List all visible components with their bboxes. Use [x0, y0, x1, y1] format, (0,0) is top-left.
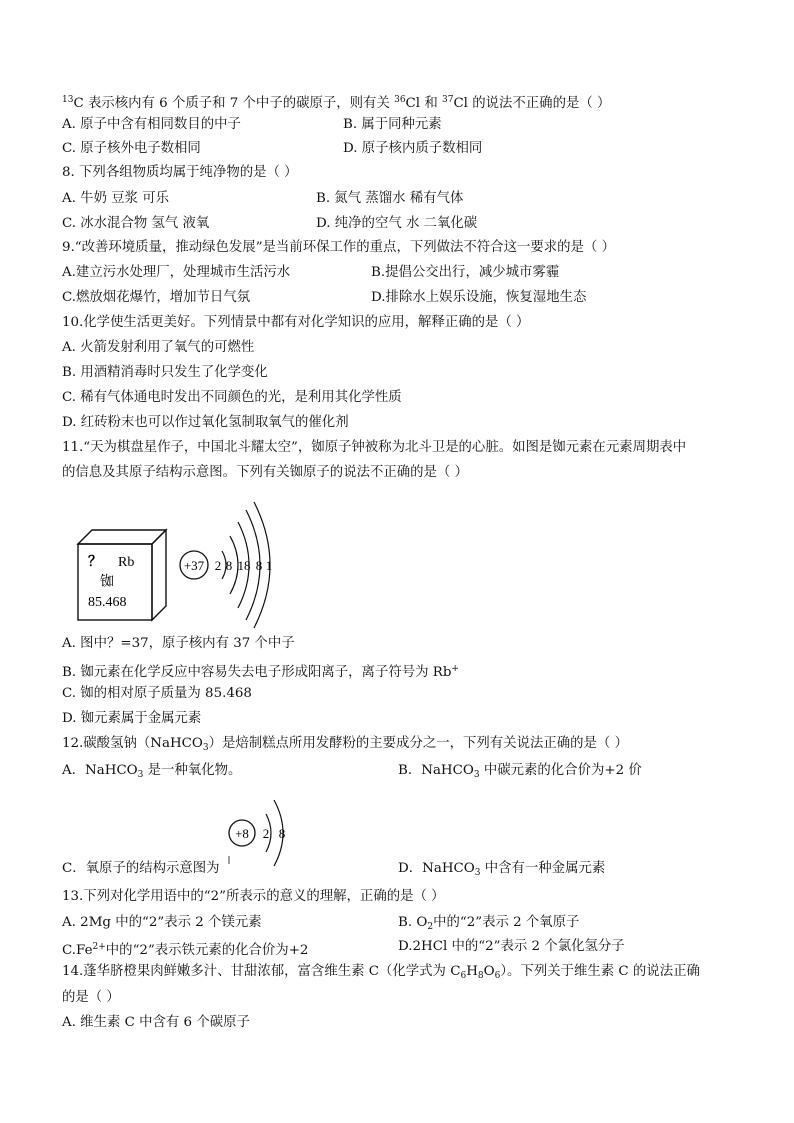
q10-option-d: D. 红砖粉末也可以作过氧化氢制取氧气的催化剂	[62, 415, 349, 430]
q11-option-a: A. 图中？=37，原子核内有 37 个中子	[62, 636, 295, 651]
q7-option-d: D. 原子核内质子数相同	[343, 141, 483, 156]
oxygen-shell-1-electrons: 2	[262, 826, 270, 841]
shell-3-electrons: 18	[237, 558, 251, 573]
q11-option-c: C. 铷的相对原子质量为 85.468	[62, 686, 252, 701]
q8-option-c: C. 冰水混合物 氢气 液氧	[62, 216, 210, 231]
element-atomic-mass: 85.468	[88, 595, 127, 610]
q10-option-b: B. 用酒精消毒时只发生了化学变化	[62, 365, 268, 380]
q13-option-c	[62, 937, 308, 961]
rubidium-element-cell	[74, 522, 174, 622]
shell-4-electrons: 8	[255, 558, 263, 573]
q14-stem-h: H	[466, 964, 478, 979]
isotope-mass-13: 13	[62, 95, 74, 105]
q12-stem	[62, 734, 628, 758]
q14-stem-line1	[62, 962, 700, 986]
q8-option-a: A. 牛奶 豆浆 可乐	[62, 191, 170, 206]
q7-option-c: C. 原子核外电子数相同	[62, 141, 201, 156]
q13-c-superscript: 2+	[92, 942, 106, 952]
q12-option-a	[62, 761, 241, 785]
q10-option-c: C. 稀有气体通电时发出不同颜色的光，是利用其化学性质	[62, 390, 402, 405]
q14-sub-h: 8	[477, 971, 484, 981]
q14-sub-o: 6	[494, 971, 501, 981]
q10-stem: 10.化学使生活更美好。下列情景中都有对化学知识的应用，解释正确的是（ ）	[62, 315, 530, 330]
q12-a-text-b: 是一种氧化物。	[143, 763, 242, 778]
q14-stem-text-b: ）。下列关于维生素 C 的说法正确	[500, 964, 700, 979]
q7-option-a: A. 原子中含有相同数目的中子	[62, 117, 241, 132]
q11-stem-line2: 的信息及其原子结构示意图。下列有关铷原子的说法不正确的是（ ）	[62, 465, 468, 480]
q12-a-subscript: 3	[137, 770, 144, 780]
q12-d-text-a: D．NaHCO	[398, 861, 475, 876]
q12-option-c: C．氧原子的结构示意图为	[62, 861, 220, 876]
q9-option-d: D.排除水上娱乐设施，恢复湿地生态	[371, 290, 587, 305]
q7-stem-text-c: Cl 的说法不正确的是（ ）	[453, 96, 611, 111]
q12-b-text-a: B．NaHCO	[398, 763, 474, 778]
q13-c-text-a: C.Fe	[62, 943, 93, 958]
q13-option-b	[398, 913, 579, 937]
q12-option-d	[398, 859, 605, 883]
q12-stem-text-a: 12.碳酸氢钠（NaHCO	[62, 736, 203, 751]
q12-d-subscript: 3	[474, 868, 481, 878]
shell-5-electrons: 1	[265, 558, 273, 573]
q14-sub-c: 6	[460, 971, 467, 981]
element-number-unknown: ？	[88, 555, 102, 570]
q10-option-a: A. 火箭发射利用了氧气的可燃性	[62, 340, 255, 355]
q13-b-subscript: 2	[427, 922, 434, 932]
isotope-mass-36: 36	[394, 95, 406, 105]
q12-a-text-a: A．NaHCO	[62, 763, 138, 778]
shell-1-electrons: 2	[214, 558, 222, 573]
q11-option-b-text: B. 铷元素在化学反应中容易失去电子形成阳离子，离子符号为 Rb	[62, 665, 452, 680]
q13-b-text-a: B. O	[398, 915, 428, 930]
q13-option-a: A. 2Mg 中的“2”表示 2 个镁元素	[62, 915, 262, 930]
oxygen-nucleus-charge: +8	[235, 826, 249, 841]
q13-b-text-b: 中的“2”表示 2 个氧原子	[433, 915, 580, 930]
q8-option-d: D. 纯净的空气 水 二氧化碳	[316, 216, 478, 231]
q9-option-a: A.建立污水处理厂，处理城市生活污水	[62, 265, 291, 280]
q8-stem: 8. 下列各组物质均属于纯净物的是（ ）	[62, 165, 298, 180]
q11-stem-line1: 11.“天为棋盘星作子，中国北斗耀太空”，铷原子钟被称为北斗卫是的心脏。如图是铷元素在元素周期表中	[62, 440, 687, 455]
q12-b-text-b: 中碳元素的化合价为+2 价	[479, 763, 642, 778]
ion-charge: +	[451, 664, 459, 674]
q12-d-text-b: 中含有一种金属元素	[480, 861, 606, 876]
q11-option-d: D. 铷元素属于金属元素	[62, 711, 202, 726]
oxygen-atom-diagram	[226, 796, 296, 870]
q13-stem: 13.下列对化学用语中的“2”所表示的意义的理解，正确的是（ ）	[62, 889, 445, 904]
q7-stem	[62, 90, 610, 114]
shell-2-electrons: 8	[225, 558, 233, 573]
q12-option-b	[398, 761, 642, 785]
q9-option-c: C.燃放烟花爆竹，增加节日气氛	[62, 290, 251, 305]
q12-stem-subscript: 3	[202, 743, 209, 753]
q12-b-subscript: 3	[473, 770, 480, 780]
rubidium-atom-diagram	[176, 500, 286, 630]
q9-option-b: B.提倡公交出行，减少城市雾霾	[371, 265, 560, 280]
q14-stem-line2: 的是（ ）	[62, 990, 120, 1005]
q11-option-b	[62, 659, 459, 683]
nucleus-charge: +37	[183, 558, 205, 573]
isotope-mass-37: 37	[441, 95, 454, 105]
oxygen-shell-2-electrons: 8	[278, 826, 286, 841]
element-name: 铷	[100, 575, 114, 590]
q14-option-a: A. 维生素 C 中含有 6 个碳原子	[62, 1015, 250, 1030]
q13-option-d: D.2HCl 中的“2”表示 2 个氯化氢分子	[398, 939, 625, 954]
q7-stem-text-a: C 表示核内有 6 个质子和 7 个中子的碳原子，则有关	[73, 96, 395, 111]
q12-stem-text-b: ）是焙制糕点所用发酵粉的主要成分之一，下列有关说法正确的是（ ）	[208, 736, 628, 751]
q9-stem: 9.“改善环境质量，推动绿色发展”是当前环保工作的重点，下列做法不符合这一要求的是（ ）	[62, 240, 615, 255]
element-symbol: Rb	[118, 555, 135, 570]
q13-c-text-b: 中的“2”表示铁元素的化合价为+2	[105, 943, 309, 958]
q7-option-b: B. 属于同种元素	[343, 117, 442, 132]
q14-stem-text-a: 14.蓬华脐橙果肉鲜嫩多汁、甘甜浓郁，富含维生素 C（化学式为 C	[62, 964, 461, 979]
q7-stem-text-b: Cl 和	[405, 96, 442, 111]
q8-option-b: B. 氮气 蒸馏水 稀有气体	[316, 191, 464, 206]
q14-stem-o: O	[483, 964, 495, 979]
